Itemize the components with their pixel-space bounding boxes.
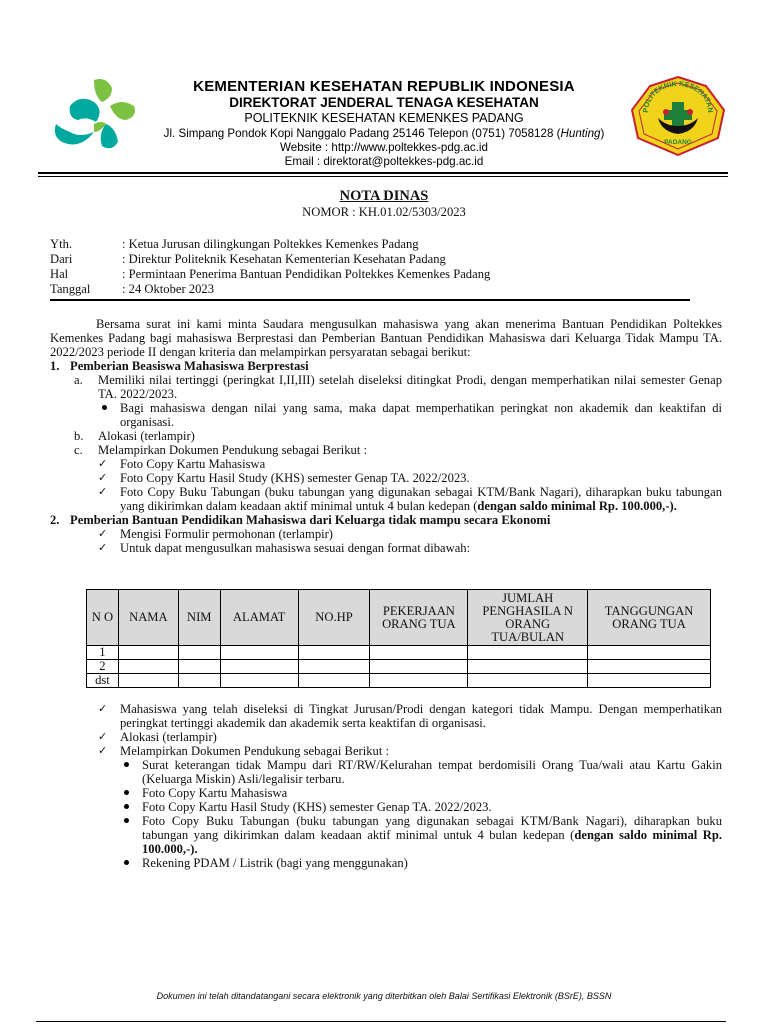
seal-bottom-text: PADANG: [664, 139, 692, 146]
school-name: POLITEKNIK KESEHATAN KEMENKES PADANG: [244, 111, 524, 125]
list-item: ✓ Melampirkan Dokumen Pendukung sebagai Berikut :: [98, 744, 389, 758]
checkmark-icon: ✓: [98, 744, 108, 757]
list-item: ✓ Foto Copy Kartu Hasil Study (KHS) semester Genap TA. 2022/2023.: [98, 471, 470, 485]
checkmark-icon: ✓: [98, 485, 108, 498]
table-header: NIM: [178, 590, 220, 646]
table-header: NAMA: [118, 590, 178, 646]
list-item: ✓ Untuk dapat mengusulkan mahasiswa sesuai dengan format dibawah:: [98, 541, 471, 555]
document-title: NOTA DINAS: [339, 188, 429, 204]
memo-body-continued: [50, 702, 722, 870]
list-item: Surat keterangan tidak Mampu dari RT/RW/Kelurahan tempat berdomisili Orang Tua/wali atau Kartu Gakin (Keluarga Miskin) Asli/legalisir terbaru.: [50, 758, 722, 786]
table-header: N O: [87, 590, 119, 646]
bullet-icon: [124, 818, 129, 823]
list-item: a. Memiliki nilai tertinggi (peringkat I,II,III) setelah diseleksi ditingkat Prodi, dengan memperhatikan nilai semester Genap TA. 2022/2023.: [74, 373, 722, 401]
bullet-icon: [124, 860, 129, 865]
letterhead-rule-thin: [38, 176, 728, 177]
checkmark-icon: ✓: [98, 527, 108, 540]
list-item: Foto Copy Buku Tabungan (buku tabungan yang digunakan sebagai KTM/Bank Nagari), diharapkan buku tabungan yang dikirimkan dalam keadaan aktif minimal untuk 4 bulan kedepan (dengan saldo minimal Rp. 100.000,-).: [50, 814, 722, 856]
table-row: 1: [87, 646, 711, 660]
list-item: ✓ Alokasi (terlampir): [98, 730, 217, 744]
meta-row: Yth. : Ketua Jurusan dilingkungan Poltekkes Kemenkes Padang: [50, 237, 419, 251]
list-item: c. Melampirkan Dokumen Pendukung sebagai Berikut :: [74, 443, 367, 457]
ministry-name: KEMENTERIAN KESEHATAN REPUBLIK INDONESIA: [193, 78, 575, 95]
checkmark-icon: ✓: [98, 457, 108, 470]
document-number: NOMOR : KH.01.02/5303/2023: [302, 205, 466, 219]
school-website: Website : http://www.poltekkes-pdg.ac.id: [280, 141, 488, 154]
table-header: TANGGUNGAN ORANG TUA: [588, 590, 711, 646]
school-email: Email : direktorat@poltekkes-pdg.ac.id: [284, 155, 484, 168]
student-format-table: [86, 589, 711, 688]
letterhead-rule: [38, 172, 728, 174]
checkmark-icon: ✓: [98, 702, 108, 715]
bullet-icon: [124, 762, 129, 767]
memo-meta: [50, 237, 490, 297]
checkmark-icon: ✓: [98, 541, 108, 554]
e-signature-note: Dokumen ini telah ditandatangani secara elektronik yang diterbitkan oleh Balai Sertifikasi Elektronik (BSrE), BSSN: [156, 991, 612, 1001]
checkmark-icon: ✓: [98, 471, 108, 484]
list-item: Foto Copy Kartu Mahasiswa: [50, 786, 722, 800]
table-header: JUMLAH PENGHASILA N ORANG TUA/BULAN: [468, 590, 588, 646]
table-header-row: [87, 590, 711, 646]
bullet-icon: [124, 790, 129, 795]
meta-row: Hal : Permintaan Penerima Bantuan Pendidikan Poltekkes Kemenkes Padang: [50, 267, 491, 281]
list-item: ✓ Mahasiswa yang telah diseleksi di Tingkat Jurusan/Prodi dengan kategori tidak Mampu. Dengan memperhatikan peringkat tertinggi akademik dan akademik serta keaktifan di organisasi.: [98, 702, 722, 730]
list-item: Rekening PDAM / Listrik (bagi yang menggunakan): [50, 856, 722, 870]
list-item: b. Alokasi (terlampir): [74, 429, 195, 443]
list-item: Foto Copy Kartu Hasil Study (KHS) semester Genap TA. 2022/2023.: [50, 800, 722, 814]
checkmark-icon: ✓: [98, 730, 108, 743]
letterhead-text: [134, 78, 634, 169]
meta-divider: [50, 299, 690, 301]
table-header: ALAMAT: [220, 590, 298, 646]
list-item: ✓ Mengisi Formulir permohonan (terlampir): [98, 527, 333, 541]
footer-rule: [36, 1021, 726, 1022]
intro-paragraph: Bersama surat ini kami minta Saudara mengusulkan mahasiswa yang akan menerima Bantuan Pendidikan Poltekkes Kemenkes Padang bagi mahasiswa Berprestasi dan Pemberian Bantuan Pendidikan Mahasiswa dari Keluarga Tidak Mampu TA. 2022/2023 periode II dengan kriteria dan melampirkan persyaratan sebagai berikut:: [50, 317, 722, 359]
table-row: 2: [87, 660, 711, 674]
bullet-icon: [102, 405, 107, 410]
directorate-name: DIREKTORAT JENDERAL TENAGA KESEHATAN: [229, 95, 539, 110]
section-2-heading: 2. Pemberian Bantuan Pendidikan Mahasiswa dari Keluarga tidak mampu secara Ekonomi: [50, 513, 551, 527]
school-address: Jl. Simpang Pondok Kopi Nanggalo Padang 25146 Telepon (0751) 7058128 (Hunting): [163, 127, 605, 140]
table-header: PEKERJAAN ORANG TUA: [370, 590, 468, 646]
list-item: Bagi mahasiswa dengan nilai yang sama, maka dapat memperhatikan peringkat non akademik dan keaktifan di organisasi.: [50, 401, 722, 429]
table-row: dst: [87, 674, 711, 688]
bullet-icon: [124, 804, 129, 809]
seal-top-text: POLITEKNIK KESEHATAN: [640, 78, 716, 113]
meta-row: Tanggal : 24 Oktober 2023: [50, 282, 214, 296]
kemenkes-logo: [50, 76, 140, 156]
table-header: NO.HP: [298, 590, 370, 646]
poltekkes-seal-icon: [628, 76, 728, 156]
list-item: ✓ Foto Copy Buku Tabungan (buku tabungan yang digunakan sebagai KTM/Bank Nagari), diharapkan buku tabungan yang dikirimkan dalam keadaan aktif minimal untuk 4 bulan kedepan (dengan saldo minimal Rp. 100.000,-).: [98, 485, 722, 513]
section-1-heading: 1. Pemberian Beasiswa Mahasiswa Berprestasi: [50, 359, 309, 373]
list-item: ✓ Foto Copy Kartu Mahasiswa: [98, 457, 266, 471]
memo-body: [50, 317, 722, 555]
meta-row: Dari : Direktur Politeknik Kesehatan Kementerian Kesehatan Padang: [50, 252, 446, 266]
